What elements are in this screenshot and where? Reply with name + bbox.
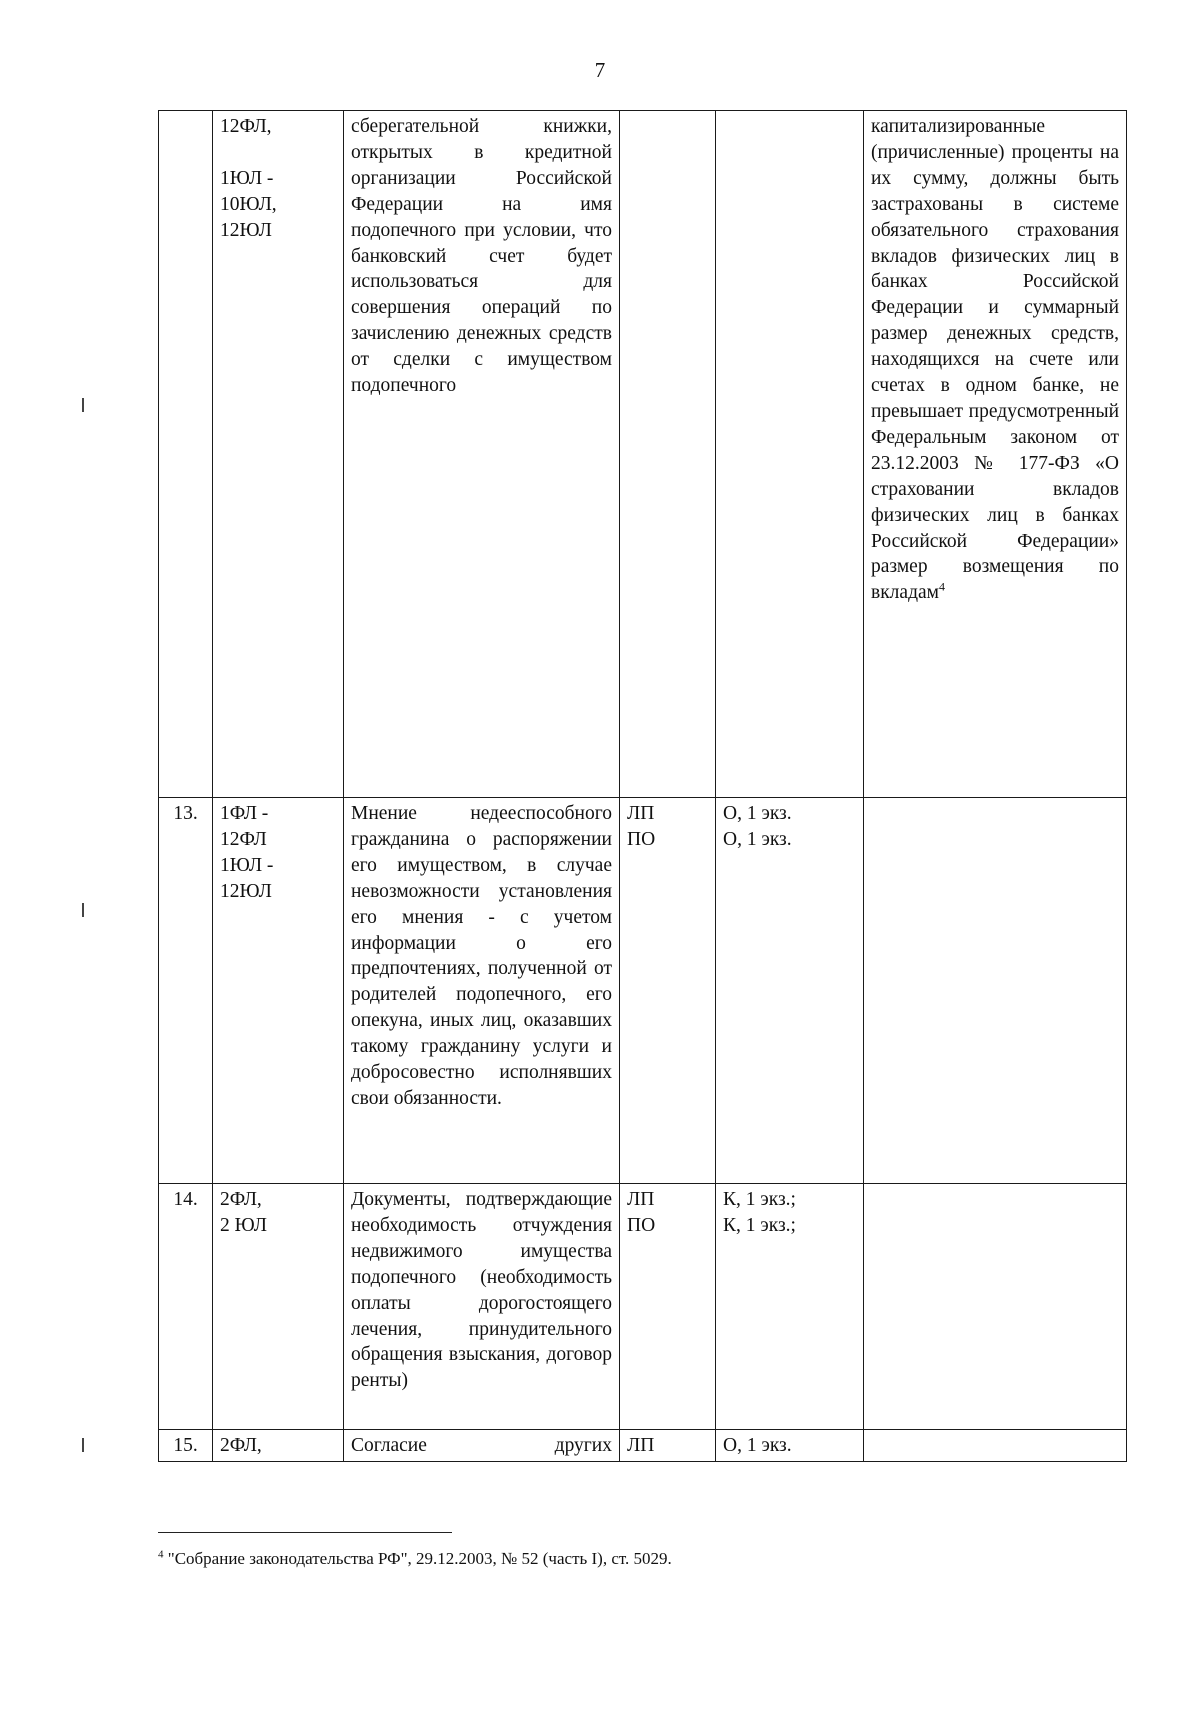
description-cell: [344, 111, 620, 798]
row-number: 15.: [173, 1435, 198, 1456]
row-number-cell: [159, 1184, 213, 1430]
footnote-ref: 4: [938, 579, 945, 594]
form-line: О, 1 экз.: [723, 803, 792, 824]
form-line: О, 1 экз.: [723, 1435, 792, 1456]
scan-artifact-mark: [82, 398, 84, 412]
row-number: 13.: [173, 803, 198, 824]
form-cell: [716, 111, 864, 798]
description-cell: [344, 798, 620, 1184]
code-line: 12ЮЛ: [220, 880, 272, 902]
code-line: 1ФЛ -: [220, 803, 269, 824]
footnote-text: "Собрание законодательства РФ", 29.12.2003, № 52 (часть I), ст. 5029.: [163, 1549, 672, 1568]
code-line: 12ФЛ,: [220, 116, 272, 137]
code-line: 2ФЛ,: [220, 1435, 262, 1456]
row-number-cell: [159, 1430, 213, 1462]
code-line: 12ФЛ: [220, 828, 267, 850]
description-text: Мнение недееспособного гражданина о распоряжении его имуществом, в случае невозможности установления его мнения - с учетом информации о его предпочтениях, полученной от родителей подопечного, его опекуна, иных лиц, оказавших такому гражданину услуги и добросовестно исполнявших свои обязанности.: [351, 803, 612, 1109]
note-cell: [864, 798, 1127, 1184]
table-row: [159, 798, 1127, 1184]
row-number-cell: [159, 111, 213, 798]
form-line: К, 1 экз.;: [723, 1214, 796, 1236]
code-line: 1ЮЛ -: [220, 167, 274, 189]
table-row: [159, 1430, 1127, 1462]
code-line: [220, 140, 336, 166]
type-line: ЛП: [627, 1189, 655, 1210]
type-line: ЛП: [627, 803, 655, 824]
codes-cell: [213, 1184, 344, 1430]
codes-cell: [213, 1430, 344, 1462]
description-text: Документы, подтверждающие необходимость отчуждения недвижимого имущества подопечного (необходимость оплаты дорогостоящего лечения, принудительного обращения взыскания, договор ренты): [351, 1189, 612, 1392]
footnote: [158, 1549, 672, 1569]
code-line: 10ЮЛ,: [220, 193, 277, 215]
type-cell: [620, 111, 716, 798]
scan-artifact-mark: [82, 903, 84, 917]
scan-artifact-mark: [82, 1438, 84, 1452]
documents-table: [158, 110, 1127, 1462]
form-line: О, 1 экз.: [723, 828, 792, 850]
table-row: [159, 1184, 1127, 1430]
form-cell: [716, 1184, 864, 1430]
description-text: Согласие других: [351, 1435, 612, 1456]
note-cell: [864, 111, 1127, 798]
code-line: 2 ЮЛ: [220, 1214, 267, 1236]
codes-cell: [213, 798, 344, 1184]
note-cell: [864, 1184, 1127, 1430]
code-line: 2ФЛ,: [220, 1189, 262, 1210]
row-number: 14.: [173, 1189, 198, 1210]
description-cell: [344, 1184, 620, 1430]
codes-cell: [213, 111, 344, 798]
table-row: [159, 111, 1127, 798]
note-cell: [864, 1430, 1127, 1462]
type-cell: [620, 798, 716, 1184]
code-line: 12ЮЛ: [220, 219, 272, 241]
footnote-divider: [158, 1532, 452, 1533]
type-line: ПО: [627, 1214, 656, 1236]
type-cell: [620, 1184, 716, 1430]
type-line: ПО: [627, 828, 656, 850]
form-cell: [716, 798, 864, 1184]
form-cell: [716, 1430, 864, 1462]
code-line: 1ЮЛ -: [220, 854, 274, 876]
type-cell: [620, 1430, 716, 1462]
row-number-cell: [159, 798, 213, 1184]
type-line: ЛП: [627, 1435, 655, 1456]
page-number: 7: [594, 58, 606, 82]
footnote-marker: 4: [158, 1548, 164, 1561]
note-text: капитализированные (причисленные) проценты на их сумму, должны быть застрахованы в системе обязательного страхования вкладов физических лиц в банках Российской Федерации и суммарный размер денежных средств, находящихся на счете или счетах в одном банке, не превышает предусмотренный Федеральным законом от 23.12.2003 № 177-ФЗ «О страховании вкладов физических лиц в банках Российской Федерации» размер возмещения по вкладам: [871, 116, 1119, 604]
description-text: сберегательной книжки, открытых в кредитной организации Российской Федерации на имя подопечного при условии, что банковский счет будет использоваться для совершения операций по зачислению денежных средств от сделки с имуществом подопечного: [351, 116, 612, 397]
form-line: К, 1 экз.;: [723, 1189, 796, 1210]
description-cell: [344, 1430, 620, 1462]
